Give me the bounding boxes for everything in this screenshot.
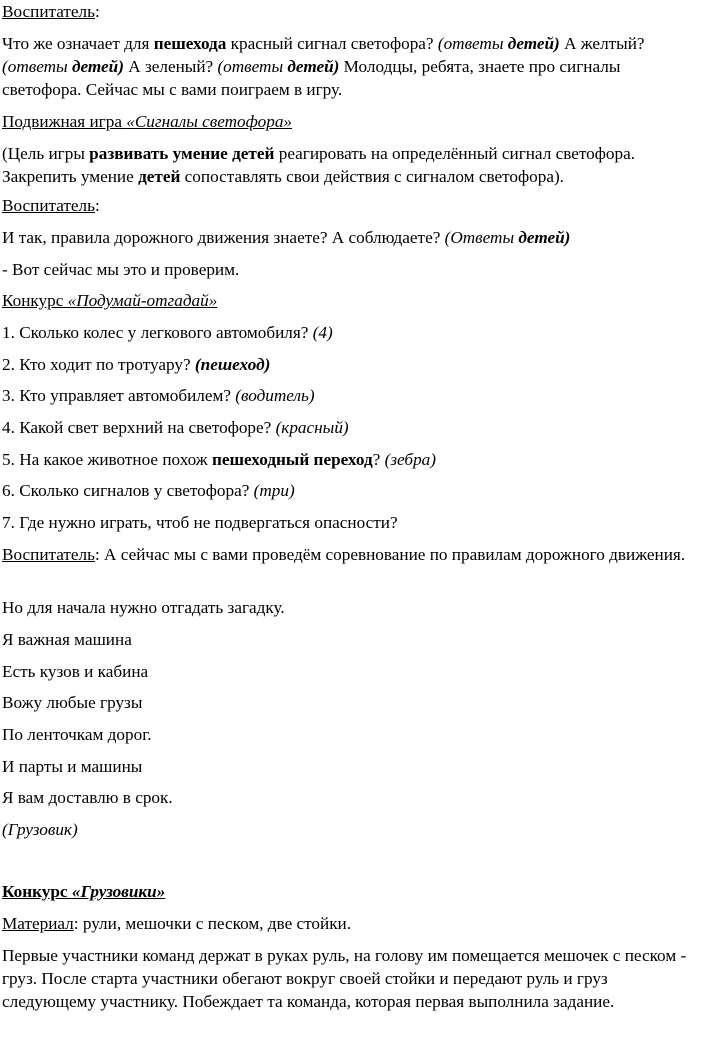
quiz-question: 3. Кто управляет автомобилем? (водитель) <box>2 386 315 405</box>
quiz-question: 6. Сколько сигналов у светофора? (три) <box>2 481 295 500</box>
speaker-label: Воспитатель <box>2 2 95 21</box>
speaker-line: Воспитатель: <box>2 2 100 21</box>
material-label: Материал <box>2 914 74 933</box>
quiz-question: 7. Где нужно играть, чтоб не подвергаться опасности? <box>2 513 398 532</box>
speaker-label: Воспитатель <box>2 196 95 215</box>
riddle-line: Вожу любые грузы <box>2 693 143 712</box>
paragraph: Первые участники команд держат в руках руль, на голову им помещается мешочек с песком - груз. После старта участники обегают вокруг своей стойки и передают руль и груз следующему участнику. Побеждает та команда, которая первая выполнила задание. <box>2 946 687 1011</box>
quiz-question: 1. Сколько колес у легкового автомобиля? (4) <box>2 323 333 342</box>
section-heading: Конкурс «Грузовики» <box>2 882 166 901</box>
paragraph: (Цель игры развивать умение детей реагировать на определённый сигнал светофора. Закрепить умение детей сопоставлять свои действия с сигналом светофора). <box>2 144 635 186</box>
section-heading: Подвижная игра «Сигналы светофора» <box>2 112 293 131</box>
quiz-question: 5. На какое животное похож пешеходный переход? (зебра) <box>2 450 436 469</box>
riddle-line: Есть кузов и кабина <box>2 662 149 681</box>
riddle-line: Я вам доставлю в срок. <box>2 788 173 807</box>
speaker-label: Воспитатель <box>2 545 95 564</box>
speaker-line: Воспитатель: <box>2 196 100 215</box>
paragraph: - Вот сейчас мы это и проверим. <box>2 260 240 279</box>
paragraph: Материал: рули, мешочки с песком, две стойки. <box>2 914 352 933</box>
riddle-answer: (Грузовик) <box>2 820 78 839</box>
riddle-line: И парты и машины <box>2 757 143 776</box>
quiz-question: 2. Кто ходит по тротуару? (пешеход) <box>2 355 271 374</box>
section-heading: Конкурс «Подумай-отгадай» <box>2 291 218 310</box>
paragraph: И так, правила дорожного движения знаете? А соблюдаете? (Ответы детей) <box>2 228 571 247</box>
paragraph: Но для начала нужно отгадать загадку. <box>2 598 285 617</box>
riddle-line: Я важная машина <box>2 630 132 649</box>
quiz-question: 4. Какой свет верхний на светофоре? (красный) <box>2 418 349 437</box>
paragraph: Воспитатель: А сейчас мы с вами проведём соревнование по правилам дорожного движения. <box>2 545 686 564</box>
paragraph: Что же означает для пешехода красный сигнал светофора? (ответы детей) А желтый? (ответы детей) А зеленый? (ответы детей) Молодцы, ребята, знаете про сигналы светофора. Сейчас мы с вами поиграем в игру. <box>2 34 645 99</box>
riddle-line: По ленточкам дорог. <box>2 725 152 744</box>
